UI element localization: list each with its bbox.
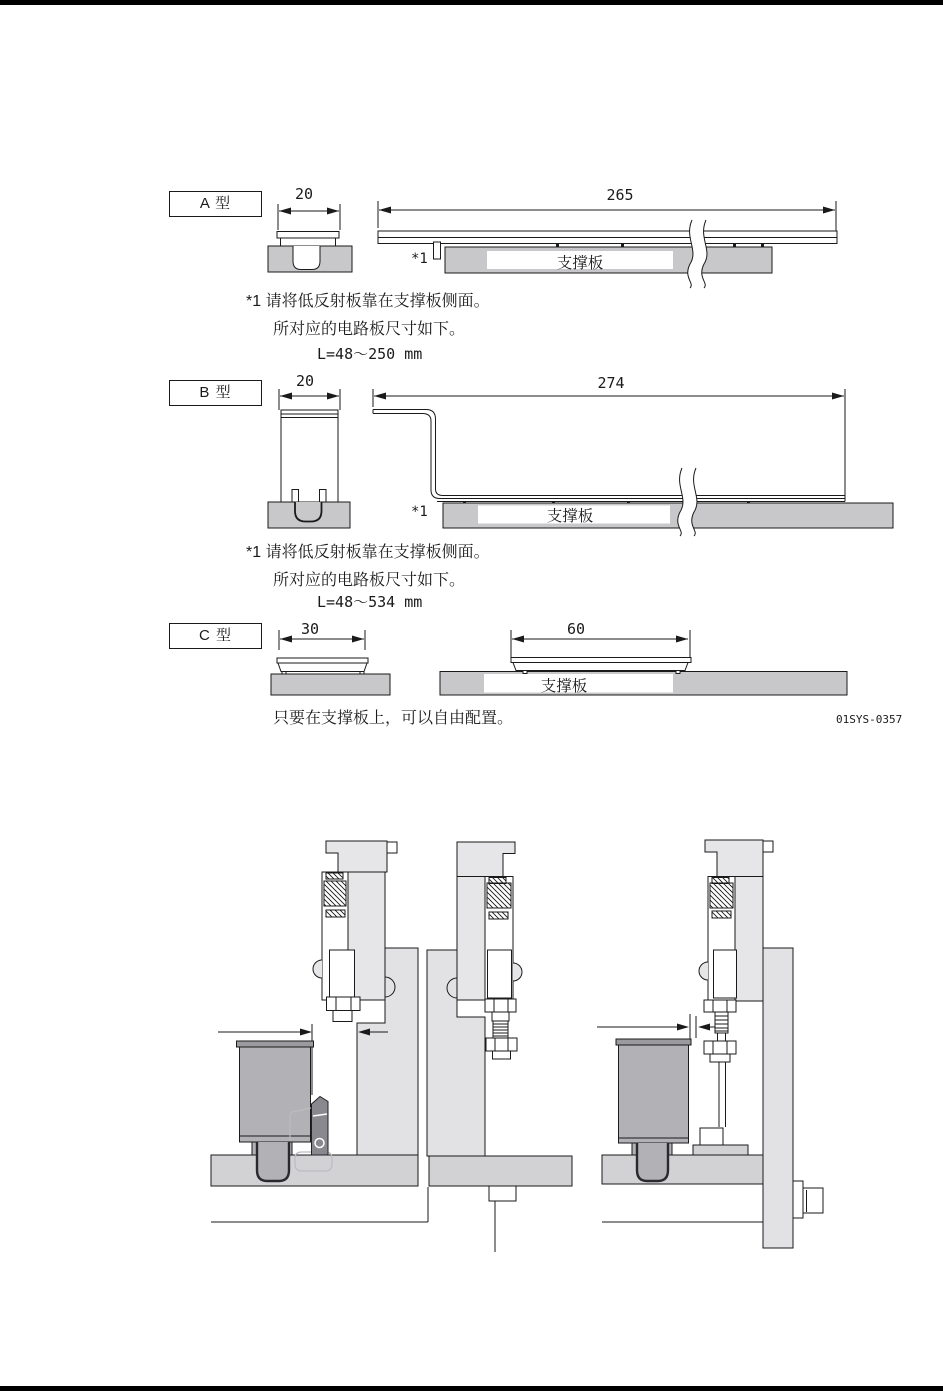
reflector-clip [312,1097,329,1156]
low-reflection-plate [434,242,441,259]
note-a-line2: 所对应的电路板尺寸如下。 [273,321,466,338]
base-plate-middle [429,1156,572,1186]
dim-a-width: 20 [294,185,314,203]
canister-right [619,1045,689,1143]
support-plate-label-c: 支撑板 [540,678,588,695]
dim-c-length: 60 [566,620,586,638]
board-size-a: L=48～250 mm [317,345,423,363]
type-a-cross-section [268,204,352,272]
base-plate-right [602,1155,763,1184]
mount-diagram-middle [427,842,572,1252]
mount-diagram-left [211,841,428,1222]
type-c-small-view [271,630,390,695]
dim-c-width: 30 [300,620,320,638]
u-clip [257,1142,289,1181]
support-plate-label-a: 支撑板 [556,255,604,272]
ref-marker-b: *1 [411,504,428,520]
type-b-label: B 型 [169,380,262,406]
canister [240,1047,311,1142]
dim-a-length: 265 [606,186,634,204]
type-a-length-view [378,201,837,288]
type-c-label: C 型 [169,623,262,649]
dim-b-width: 20 [295,372,315,390]
ref-marker-a: *1 [411,251,428,267]
bent-bracket [373,410,845,496]
support-plate-label-b: 支撑板 [546,508,594,525]
note-c: 只要在支撑板上，可以自由配置。 [273,710,514,727]
board-size-b: L=48～534 mm [317,593,423,611]
type-b-cross-section [268,389,350,528]
mount-diagram-right [597,840,823,1248]
dim-b-length: 274 [597,374,625,392]
note-b-line1: *1 请将低反射板靠在支撑板侧面。 [246,544,490,561]
type-a-label: A 型 [169,191,262,217]
u-clip-right [637,1143,668,1181]
note-a-line1: *1 请将低反射板靠在支撑板侧面。 [246,293,490,310]
figure-id: 01SYS-0357 [836,713,903,726]
note-b-line2: 所对应的电路板尺寸如下。 [273,572,466,589]
